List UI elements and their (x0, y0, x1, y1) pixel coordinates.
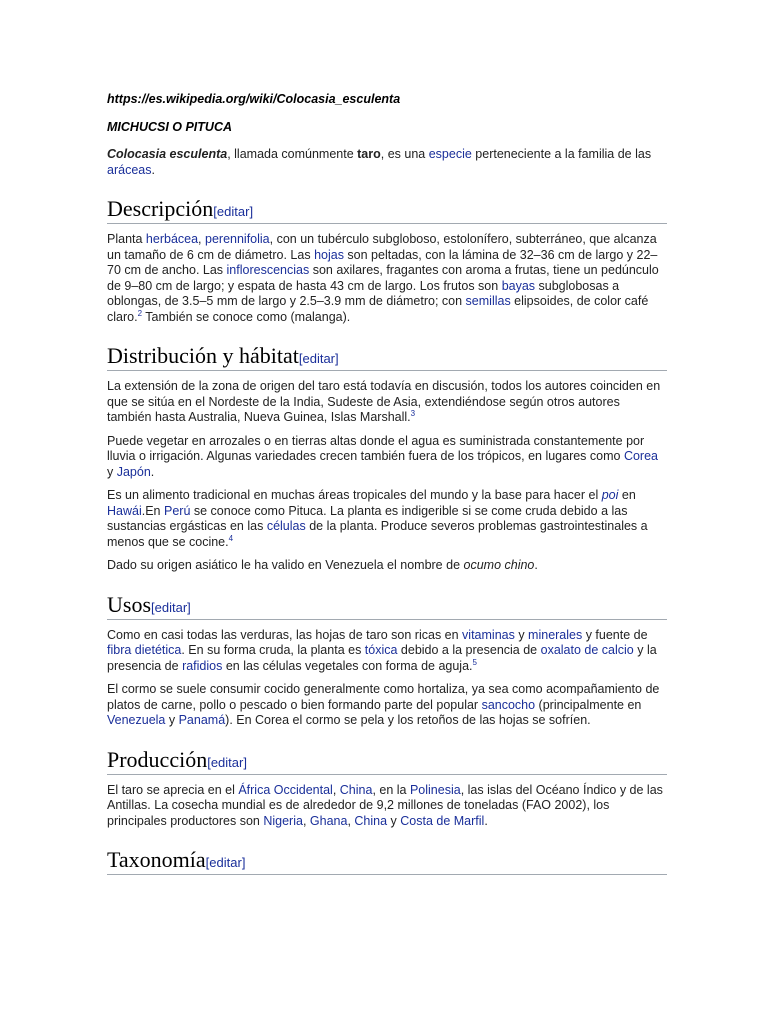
text: , (302, 813, 310, 828)
edit-link-taxonomia[interactable]: editar (209, 855, 242, 870)
text: , en la (372, 782, 410, 797)
distribucion-paragraph-2 (107, 434, 667, 481)
intro-text: . (151, 162, 155, 177)
heading-descripcion (107, 196, 667, 224)
link-rafidios[interactable]: rafidios (182, 658, 223, 673)
heading-text: Descripción (107, 196, 214, 221)
link-inflorescencias[interactable]: inflorescencias (226, 263, 310, 277)
text: son peltadas, con la lámina de 32–36 cm de largo y 22–70 cm de ancho. Las (107, 247, 658, 277)
link-semillas[interactable]: semillas (465, 294, 511, 308)
link-oxalato-de-calcio[interactable]: oxalato de calcio (540, 643, 634, 657)
produccion-paragraph (107, 783, 667, 830)
text: Como en casi todas las verduras, las hojas de taro son ricas en (107, 627, 463, 642)
intro-text: , llamada comúnmente (227, 147, 358, 161)
species-name: Colocasia esculenta (107, 147, 228, 161)
distribucion-paragraph-1 (107, 379, 667, 426)
text: . (484, 813, 488, 828)
text: , (198, 232, 205, 246)
reference-2[interactable]: 2 (137, 308, 143, 318)
heading-text: Taxonomía (107, 847, 206, 872)
edit-link-wrapper: [editar] (205, 855, 246, 870)
heading-usos (107, 592, 667, 620)
text: y (107, 464, 117, 479)
intro-text: perteneciente a la familia de las (471, 147, 652, 161)
heading-text: Usos (107, 591, 152, 617)
link-china[interactable]: China (339, 782, 373, 797)
document-content (107, 91, 667, 883)
text: , (347, 813, 355, 828)
link-costa-de-marfil[interactable]: Costa de Marfil (400, 813, 485, 828)
descripcion-paragraph (107, 232, 667, 325)
source-url: https://es.wikipedia.org/wiki/Colocasia_esculenta (107, 92, 401, 106)
text: El taro se aprecia en el (107, 782, 239, 797)
text: .En (141, 503, 164, 518)
text: Dado su origen asiático le ha valido en Venezuela el nombre de (107, 558, 464, 572)
edit-link-wrapper: [editar] (298, 351, 339, 366)
text: Planta (107, 232, 146, 246)
text: Es un alimento tradicional en muchas áreas tropicales del mundo y la base para hacer el (107, 488, 602, 502)
link-araceas[interactable]: aráceas (107, 162, 152, 177)
text: elipsoides, de color café claro. (107, 294, 649, 324)
link-hojas[interactable]: hojas (314, 247, 344, 262)
common-name: taro (357, 147, 381, 161)
text: . En su forma cruda, la planta es (181, 643, 365, 657)
edit-link-produccion[interactable]: editar (210, 754, 244, 770)
link-especie[interactable]: especie (428, 147, 472, 161)
text: , (332, 782, 340, 797)
text: se conoce como Pituca. La planta es indigerible si se come cruda debido a las sustancias ergásticas en las (107, 503, 628, 533)
document-subtitle: MICHUCSI O PITUCA (107, 120, 232, 134)
link-poi-text: poi (601, 488, 619, 502)
text: , con un tubérculo subgloboso, estolonífero, subterráneo, que alcanza un tamaño de 6 cm de diámetro. Las (107, 232, 657, 262)
text: y (165, 713, 179, 727)
link-vitaminas[interactable]: vitaminas (462, 627, 515, 642)
text: y (514, 627, 529, 642)
link-ghana[interactable]: Ghana (309, 813, 348, 828)
heading-produccion (107, 747, 667, 775)
link-africa-occidental[interactable]: África Occidental (238, 782, 333, 797)
edit-link-descripcion[interactable]: editar (216, 204, 250, 219)
heading-text: Producción (107, 746, 208, 772)
link-peru[interactable]: Perú (164, 503, 191, 518)
text: . (150, 464, 155, 479)
text: de la planta. Produce severos problemas gastrointestinales a menos que se cocine. (107, 519, 648, 549)
text: en (618, 488, 636, 502)
link-polinesia[interactable]: Polinesia (409, 782, 461, 797)
link-celulas[interactable]: células (266, 519, 306, 533)
intro-text: , es una (380, 147, 429, 161)
text: La extensión de la zona de origen del taro está todavía en discusión, todos los autores coinciden en que se sitúa en el Nordeste de la India, Sudeste de Asia, extendiéndose según otros autores también hasta Australia, Nueva Guinea, Islas Marshall. (107, 379, 661, 424)
distribucion-paragraph-4 (107, 558, 667, 574)
link-perennifolia[interactable]: perennifolia (205, 232, 270, 246)
text: son axilares, fragantes con aroma a frutas, tiene un pedúnculo de 9–80 cm de largo; y espata de hasta 43 cm de largo. Los frutos son (107, 263, 659, 293)
link-bayas[interactable]: bayas (501, 278, 536, 293)
edit-link-distribucion[interactable]: editar (302, 351, 336, 366)
link-sancocho[interactable]: sancocho (481, 697, 536, 712)
reference-5[interactable]: 5 (472, 657, 477, 667)
edit-link-usos[interactable]: editar (154, 599, 188, 615)
reference-4[interactable]: 4 (228, 533, 234, 543)
edit-link-wrapper: [editar] (151, 599, 191, 615)
link-toxica[interactable]: tóxica (364, 643, 398, 657)
ocumo-chino-text: ocumo chino (463, 558, 535, 572)
text: y (387, 813, 401, 828)
link-minerales[interactable]: minerales (528, 627, 583, 642)
link-panama[interactable]: Panamá (178, 713, 226, 727)
text: y fuente de (582, 627, 648, 642)
text: ). En Corea el cormo se pela y los retoños de las hojas se sofríen. (225, 713, 591, 727)
text: . (534, 558, 538, 572)
edit-link-wrapper: [editar] (213, 204, 254, 219)
text: , las islas del Océano Índico y de las Antillas. La cosecha mundial es de alrededor de 9,2 millones de toneladas (FAO 2002), los principales productores son (107, 782, 663, 828)
text: y la presencia de (107, 643, 657, 673)
edit-link-wrapper: [editar] (207, 754, 247, 770)
link-venezuela[interactable]: Venezuela (107, 713, 166, 727)
text: (principalmente en (535, 697, 642, 712)
text: debido a la presencia de (397, 643, 541, 657)
link-poi[interactable] (602, 488, 619, 502)
link-japon[interactable]: Japón (116, 464, 151, 479)
heading-distribucion (107, 343, 667, 371)
link-fibra-dietetica[interactable]: fibra dietética (107, 643, 182, 657)
text: subglobosas a oblongas, de 3.5–5 mm de largo y 2.5–3.9 mm de diámetro; con (107, 278, 620, 308)
reference-3[interactable]: 3 (410, 408, 416, 418)
usos-paragraph-2 (107, 682, 667, 729)
link-china-2[interactable]: China (354, 813, 388, 828)
link-nigeria[interactable]: Nigeria (263, 813, 303, 828)
text: El cormo se suele consumir cocido generalmente como hortaliza, ya sea como acompañamiento de platos de carne, pollo o pescado o bien formando parte del popular (107, 682, 660, 712)
text: Puede vegetar en arrozales o en tierras altas donde el agua es suministrada constantemente por lluvia o irrigación. Algunas variedades crecen también fuera de los trópicos, en lugares como (107, 433, 645, 463)
text: en las células vegetales con forma de aguja. (222, 658, 473, 673)
heading-taxonomia (107, 847, 667, 875)
link-herbacea[interactable]: herbácea (145, 232, 199, 246)
distribucion-paragraph-3 (107, 488, 667, 550)
link-hawai[interactable]: Hawái (107, 503, 142, 518)
usos-paragraph-1 (107, 628, 667, 675)
heading-text: Distribución y hábitat (107, 343, 299, 368)
link-corea[interactable]: Corea (623, 449, 658, 463)
text: También se conoce como (malanga). (142, 309, 351, 324)
intro-paragraph (107, 147, 667, 178)
